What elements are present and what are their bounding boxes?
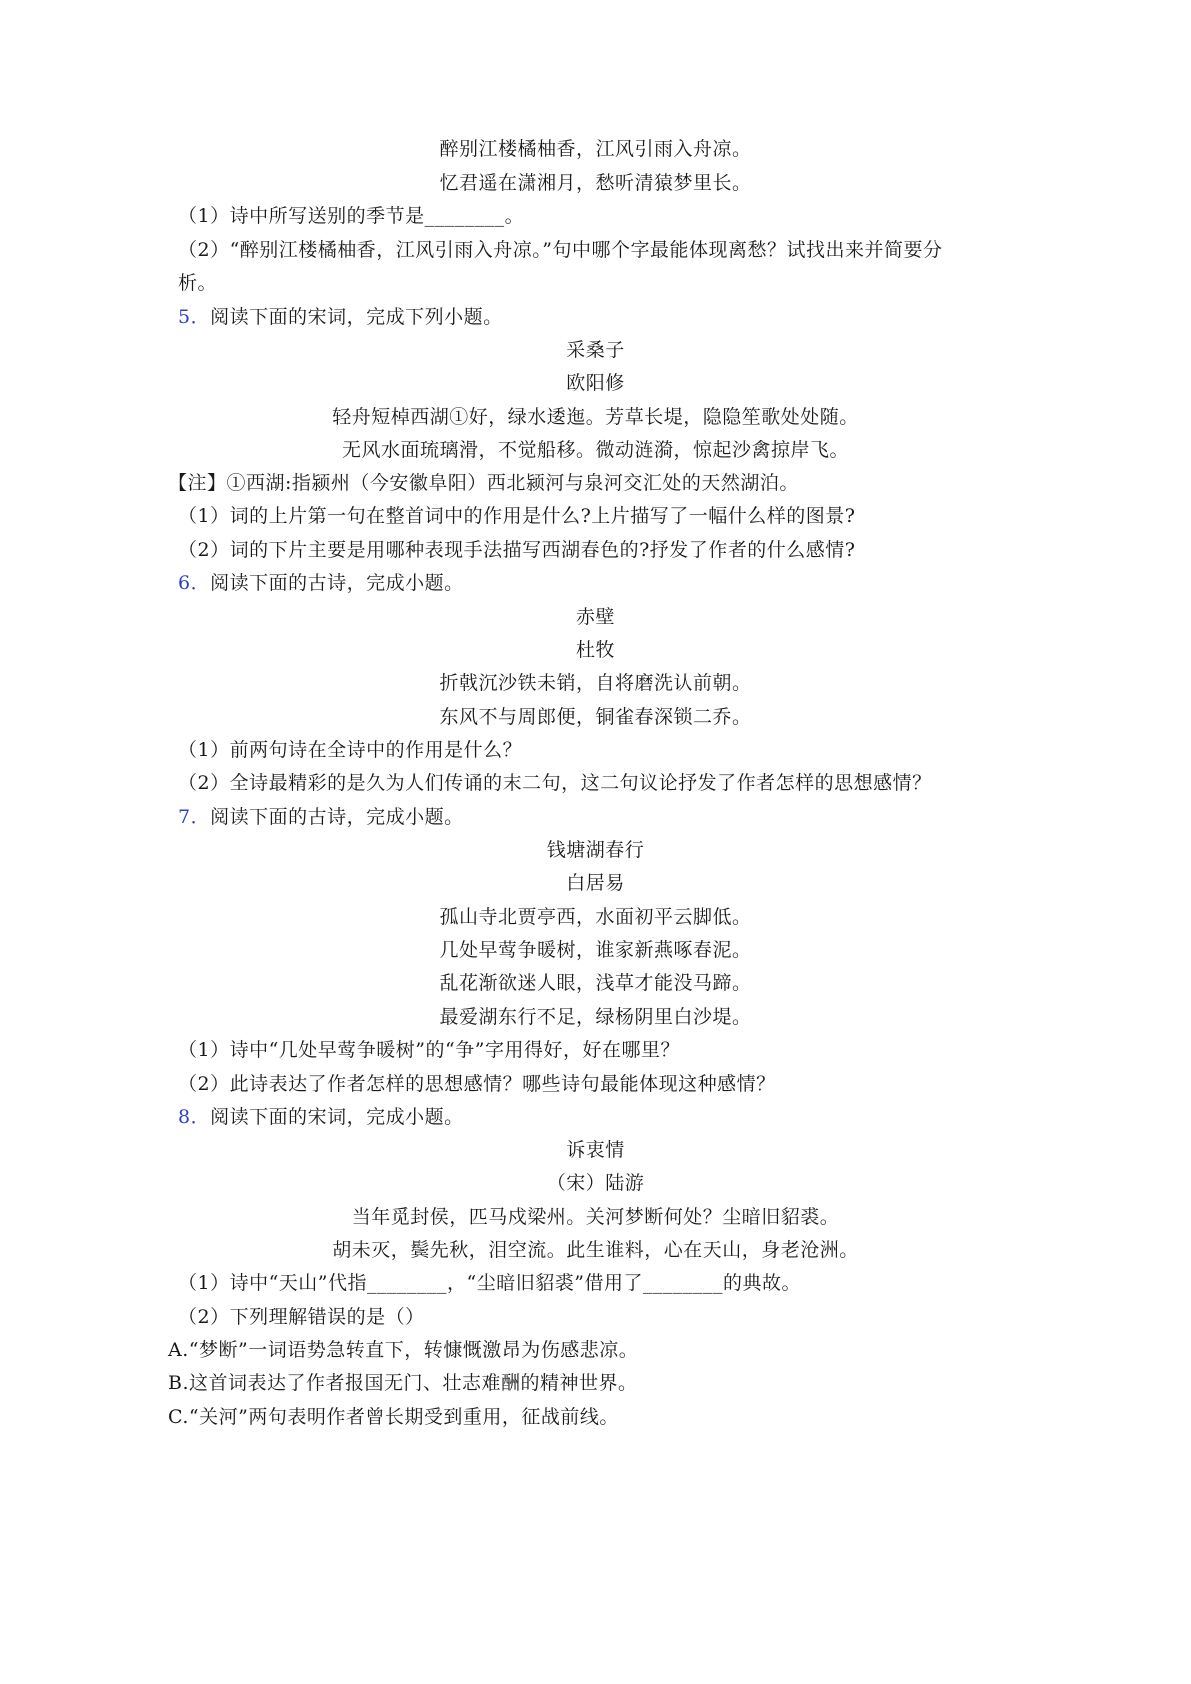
question-text: （2）词的下片主要是用哪种表现手法描写西湖春色的?抒发了作者的什么感情? (178, 539, 856, 561)
poem-line: 折戟沉沙铁未销，自将磨洗认前朝。 (439, 672, 752, 694)
poem-line: 东风不与周郎便，铜雀春深锁二乔。 (439, 706, 752, 728)
question-text: （1）词的上片第一句在整首词中的作用是什么?上片描写了一幅什么样的图景? (178, 505, 856, 527)
question-text: （1）前两句诗在全诗中的作用是什么？ (178, 739, 523, 761)
question-text: （1）诗中“天山”代指________，“尘暗旧貂裘”借用了________的典故。 (178, 1272, 801, 1294)
question-text: （1）诗中“几处早莺争暖树”的“争”字用得好，好在哪里？ (178, 1039, 680, 1061)
poem-line: 孤山寺北贾亭西，水面初平云脚低。 (439, 906, 752, 928)
question-number: 7． (178, 806, 211, 828)
question-text: （1）诗中所写送别的季节是________。 (178, 205, 525, 227)
question-instruction: 阅读下面的古诗，完成小题。 (210, 806, 464, 828)
question-heading (178, 566, 1028, 600)
annotation-note: 【注】①西湖:指颍州（今安徽阜阳）西北颍河与泉河交汇处的天然湖泊。 (168, 472, 799, 494)
question-instruction: 阅读下面的古诗，完成小题。 (210, 572, 464, 594)
question-text: （2）“醉别江楼橘柚香，江风引雨入舟凉。”句中哪个字最能体现离愁？试找出来并简要分 (178, 239, 943, 261)
question-text: （2）此诗表达了作者怎样的思想感情？哪些诗句最能体现这种感情？ (178, 1073, 776, 1095)
question-heading (178, 1100, 1028, 1134)
question-number: 5． (178, 306, 211, 328)
poem-title: 赤壁 (575, 606, 615, 628)
poem-line: 无风水面琉璃滑，不觉船移。微动涟漪，惊起沙禽掠岸飞。 (341, 439, 849, 461)
question-text: 析。 (178, 272, 218, 294)
question-number: 6． (178, 572, 211, 594)
poem-author: 白居易 (566, 872, 625, 894)
poem-title: 钱塘湖春行 (546, 839, 645, 861)
poem-author: 欧阳修 (566, 372, 625, 394)
answer-option: B.这首词表达了作者报国无门、壮志难酬的精神世界。 (168, 1372, 638, 1394)
poem-title: 采桑子 (566, 339, 625, 361)
poem-author: （宋）陆游 (546, 1172, 645, 1194)
poem-line: 忆君遥在潇湘月，愁听清猿梦里长。 (439, 172, 752, 194)
question-heading (178, 800, 1028, 834)
poem-line: 几处早莺争暖树，谁家新燕啄春泥。 (439, 939, 752, 961)
poem-line: 最爱湖东行不足，绿杨阴里白沙堤。 (439, 1006, 752, 1028)
question-instruction: 阅读下面的宋词，完成下列小题。 (210, 306, 503, 328)
answer-option: A.“梦断”一词语势急转直下，转慷慨激昂为伤感悲凉。 (168, 1339, 639, 1361)
poem-line: 当年觅封侯，匹马戍梁州。关河梦断何处？尘暗旧貂裘。 (351, 1206, 840, 1228)
question-text: （2）下列理解错误的是（） (178, 1306, 425, 1328)
question-instruction: 阅读下面的宋词，完成小题。 (210, 1106, 464, 1128)
poem-title: 诉衷情 (566, 1139, 625, 1161)
poem-line: 乱花渐欲迷人眼，浅草才能没马蹄。 (439, 972, 752, 994)
poem-line: 轻舟短棹西湖①好，绿水逶迤。芳草长堤，隐隐笙歌处处随。 (332, 406, 859, 428)
poem-line: 胡未灭，鬓先秋，泪空流。此生谁料，心在天山，身老沧洲。 (332, 1239, 859, 1261)
question-heading (178, 300, 1028, 334)
poem-line: 醉别江楼橘柚香，江风引雨入舟凉。 (439, 138, 752, 160)
question-number: 8． (178, 1106, 211, 1128)
poem-author: 杜牧 (575, 639, 615, 661)
question-text: （2）全诗最精彩的是久为人们传诵的末二句，这二句议论抒发了作者怎样的思想感情？ (178, 772, 932, 794)
answer-option: C.“关河”两句表明作者曾长期受到重用，征战前线。 (168, 1406, 619, 1428)
